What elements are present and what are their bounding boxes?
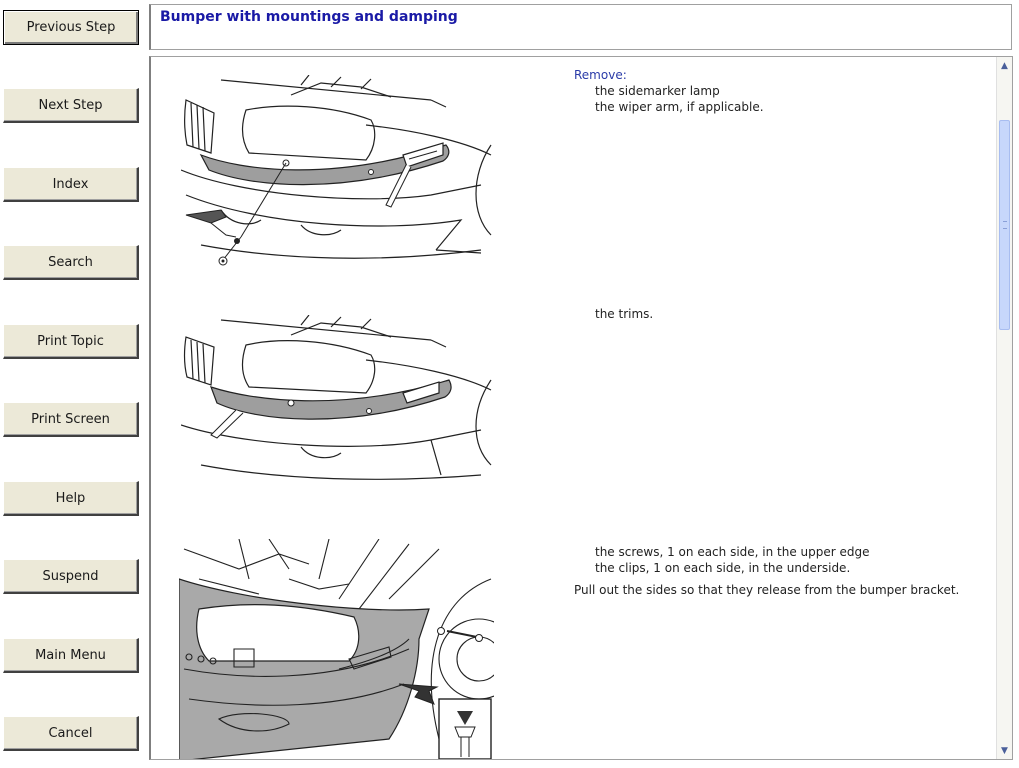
step3-item-2: the clips, 1 on each side, in the underside. (595, 561, 851, 575)
navigation-panel (0, 0, 146, 768)
search-button[interactable]: Search (3, 245, 139, 280)
title-panel (149, 4, 1012, 50)
help-button[interactable]: Help (3, 481, 139, 516)
step3-note: Pull out the sides so that they release from the bumper bracket. (574, 583, 960, 597)
print-screen-button[interactable]: Print Screen (3, 402, 139, 437)
suspend-button[interactable]: Suspend (3, 559, 139, 594)
bumper-screws-clips-illustration (179, 539, 494, 760)
vertical-scrollbar[interactable] (996, 57, 1012, 759)
step1-item-1: the sidemarker lamp (595, 84, 720, 98)
trims-illustration (181, 315, 501, 495)
scroll-down-icon[interactable]: ▼ (1001, 745, 1008, 756)
scroll-up-icon[interactable]: ▲ (1001, 60, 1008, 71)
step2-item-1: the trims. (595, 307, 654, 321)
scroll-thumb[interactable] (999, 120, 1010, 330)
step1-item-2: the wiper arm, if applicable. (595, 100, 764, 114)
previous-step-button[interactable]: Previous Step (3, 10, 139, 45)
sidemarker-lamp-illustration (181, 75, 501, 275)
cancel-button[interactable]: Cancel (3, 716, 139, 751)
page-title: Bumper with mountings and damping (160, 9, 458, 25)
index-button[interactable]: Index (3, 167, 139, 202)
content-panel (149, 56, 1013, 760)
step1-heading: Remove: (574, 68, 627, 82)
step3-item-1: the screws, 1 on each side, in the upper edge (595, 545, 870, 559)
main-menu-button[interactable]: Main Menu (3, 638, 139, 673)
next-step-button[interactable]: Next Step (3, 88, 139, 123)
grip-icon (1003, 221, 1007, 229)
print-topic-button[interactable]: Print Topic (3, 324, 139, 359)
